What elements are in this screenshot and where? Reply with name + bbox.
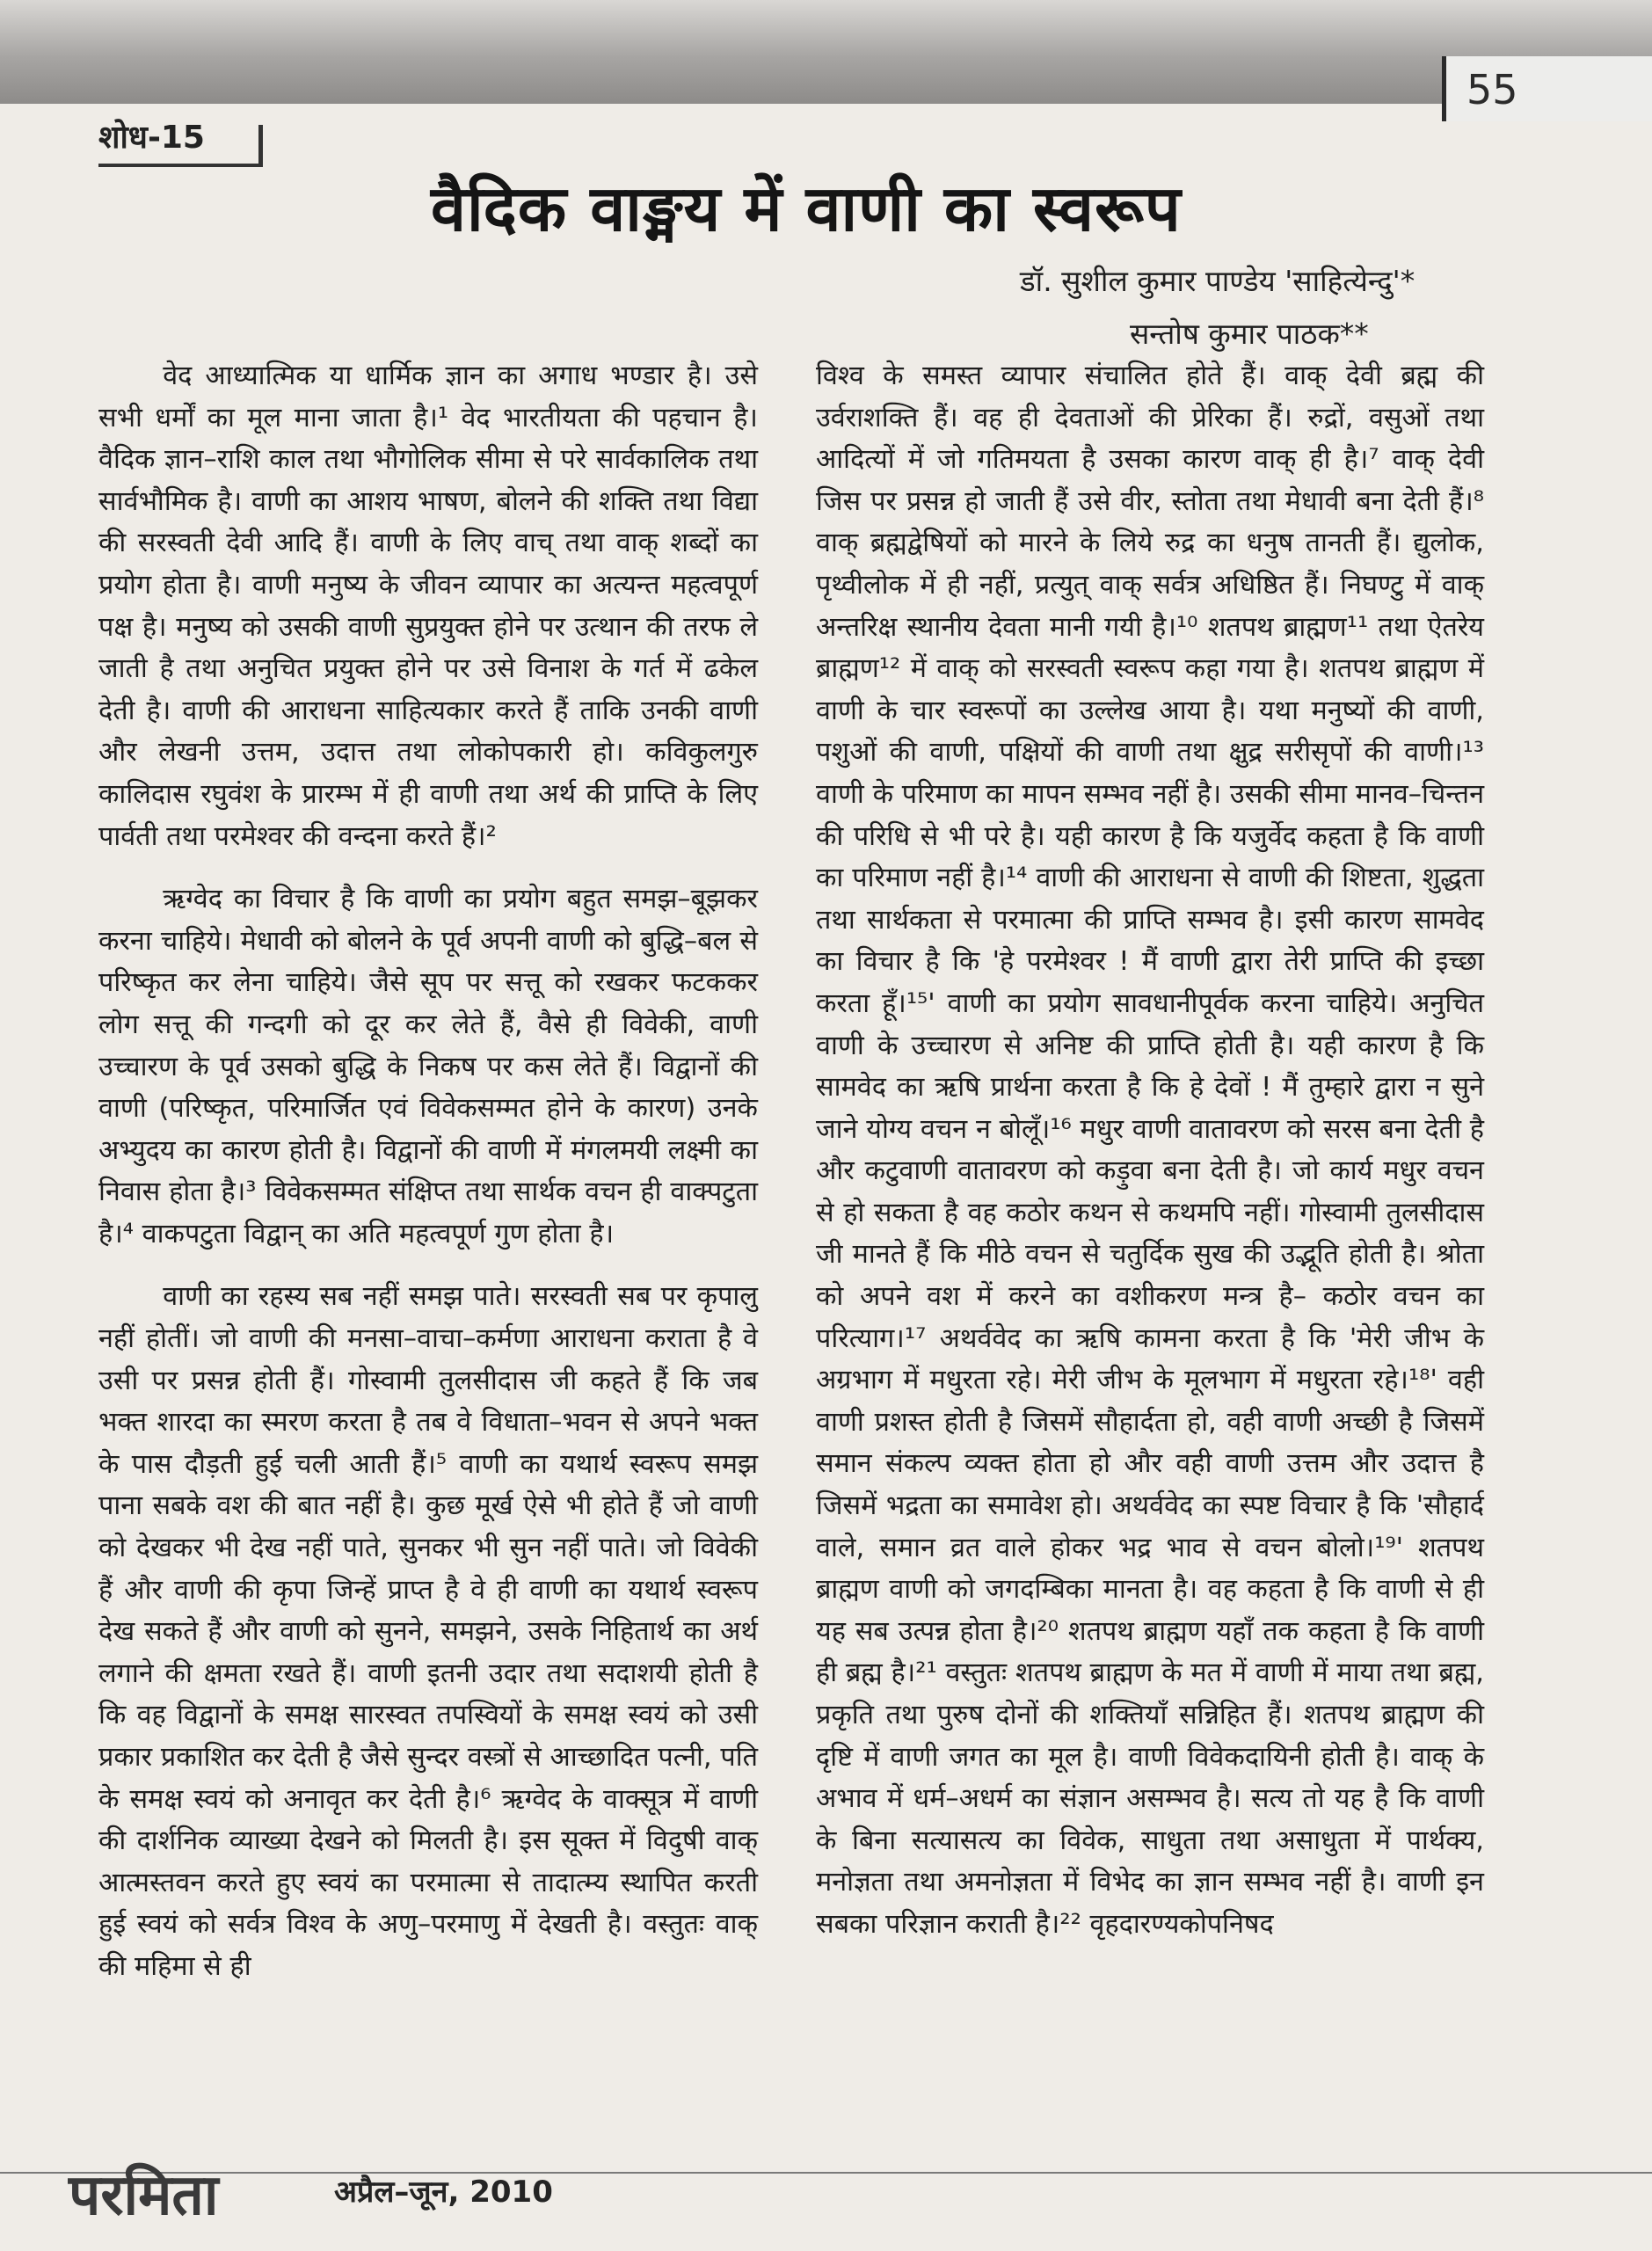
right-column [816, 355, 1484, 1946]
section-label: शोध-15 [98, 120, 205, 156]
author-primary: डॉ. सुशील कुमार पाण्डेय 'साहित्येन्दु'* [1020, 264, 1415, 298]
section-underline [98, 164, 258, 167]
left-paragraph: ऋग्वेद का विचार है कि वाणी का प्रयोग बहुत समझ–बूझकर करना चाहिये। मेधावी को बोलने के पूर्व अपनी वाणी को बुद्धि–बल से परिष्कृत कर लेना चाहिये। जैसे सूप पर सत्तू को रखकर फटककर लोग सत्तू की गन्दगी को दूर कर लेते हैं, वैसे ही विवेकी, वाणी उच्चारण के पूर्व उसको बुद्धि के निकष पर कस लेते हैं। विद्वानों की वाणी (परिष्कृत, परिमार्जित एवं विवेकसम्मत होने के कारण) उनके अभ्युदय का कारण होती है। विद्वानों की वाणी में मंगलमयी लक्ष्मी का निवास होता है।³ विवेकसम्मत संक्षिप्त तथा सार्थक वचन ही वाक्पटुता है।⁴ वाकपटुता विद्वान् का अति महत्वपूर्ण गुण होता है। [98, 884, 758, 1249]
article-title: वैदिक वाङ्मय में वाणी का स्वरूप [431, 171, 1182, 245]
page-number: 55 [1466, 66, 1518, 113]
magazine-logo: परमिता [69, 2163, 219, 2228]
left-paragraph: वेद आध्यात्मिक या धार्मिक ज्ञान का अगाध भण्डार है। उसे सभी धर्मों का मूल माना जाता है।¹ वेद भारतीयता की पहचान है। वैदिक ज्ञान–राशि काल तथा भौगोलिक सीमा से परे सार्वकालिक तथा सार्वभौमिक है। वाणी का आशय भाषण, बोलने की शक्ति तथा विद्या की सरस्वती देवी आदि हैं। वाणी के लिए वाच् तथा वाक् शब्दों का प्रयोग होता है। वाणी मनुष्य के जीवन व्यापार का अत्यन्त महत्वपूर्ण पक्ष है। मनुष्य को उसकी वाणी सुप्रयुक्त होने पर उत्थान की तरफ ले जाती है तथा अनुचित प्रयुक्त होने पर उसे विनाश के गर्त में ढकेल देती है। वाणी की आराधना साहित्यकार करते हैं ताकि उनकी वाणी और लेखनी उत्तम, उदात्त तथा लोकोपकारी हो। कविकुलगुरु कालिदास रघुवंश के प्रारम्भ में ही वाणी तथा अर्थ की प्राप्ति के लिए पार्वती तथा परमेश्वर की वन्दना करते हैं।² [98, 361, 758, 852]
left-paragraph: वाणी का रहस्य सब नहीं समझ पाते। सरस्वती सब पर कृपालु नहीं होतीं। जो वाणी की मनसा–वाचा–कर्मणा आराधना कराता है वे उसी पर प्रसन्न होती हैं। गोस्वामी तुलसीदास जी कहते हैं कि जब भक्त शारदा का स्मरण करता है तब वे विधाता–भवन से अपने भक्त के पास दौड़ती हुई चली आती हैं।⁵ वाणी का यथार्थ स्वरूप समझ पाना सबके वश की बात नहीं है। कुछ मूर्ख ऐसे भी होते हैं जो वाणी को देखकर भी देख नहीं पाते, सुनकर भी सुन नहीं पाते। जो विवेकी हैं और वाणी की कृपा जिन्हें प्राप्त है वे ही वाणी का यथार्थ स्वरूप देख सकते हैं और वाणी को सुनने, समझने, उसके निहितार्थ का अर्थ लगाने की क्षमता रखते हैं। वाणी इतनी उदार तथा सदाशयी होती है कि वह विद्वानों के समक्ष सारस्वत तपस्वियों के समक्ष स्वयं को उसी प्रकार प्रकाशित कर देती है जैसे सुन्दर वस्त्रों से आच्छादित पत्नी, पति के समक्ष स्वयं को अनावृत कर देती है।⁶ ऋग्वेद के वाक्सूत्र में वाणी की दार्शनिक व्याख्या देखने को मिलती है। इस सूक्त में विदुषी वाक् आत्मस्तवन करते हुए स्वयं का परमात्मा से तादात्म्य स्थापित करती हुई स्वयं को सर्वत्र विश्व के अणु–परमाणु में देखती है। वस्तुतः वाक् की महिमा से ही [98, 1281, 758, 1982]
footer-rule [0, 2172, 1652, 2174]
left-column [98, 355, 758, 1988]
author-secondary: सन्तोष कुमार पाठक** [1130, 317, 1369, 351]
right-paragraph: विश्व के समस्त व्यापार संचालित होते हैं। वाक् देवी ब्रह्म की उर्वराशक्ति हैं। वह ही देवताओं की प्रेरिका हैं। रुद्रों, वसुओं तथा आदित्यों में जो गतिमयता है उसका कारण वाक् ही है।⁷ वाक् देवी जिस पर प्रसन्न हो जाती हैं उसे वीर, स्तोता तथा मेधावी बना देती हैं।⁸ वाक् ब्रह्मद्वेषियों को मारने के लिये रुद्र का धनुष तानती हैं। द्युलोक, पृथ्वीलोक में ही नहीं, प्रत्युत् वाक् सर्वत्र अधिष्ठित हैं। निघण्टु में वाक् अन्तरिक्ष स्थानीय देवता मानी गयी है।¹⁰ शतपथ ब्राह्मण¹¹ तथा ऐतरेय ब्राह्मण¹² में वाक् को सरस्वती स्वरूप कहा गया है। शतपथ ब्राह्मण में वाणी के चार स्वरूपों का उल्लेख आया है। यथा मनुष्यों की वाणी, पशुओं की वाणी, पक्षियों की वाणी तथा क्षुद्र सरीसृपों की वाणी।¹³ वाणी के परिमाण का मापन सम्भव नहीं है। उसकी सीमा मानव–चिन्तन की परिधि से भी परे है। यही कारण है कि यजुर्वेद कहता है कि वाणी का परिमाण नहीं है।¹⁴ वाणी की आराधना से वाणी की शिष्टता, शुद्धता तथा सार्थकता से परमात्मा की प्राप्ति सम्भव है। इसी कारण सामवेद का विचार है कि 'हे परमेश्वर ! मैं वाणी द्वारा तेरी प्राप्ति की इच्छा करता हूँ।¹⁵' वाणी का प्रयोग सावधानीपूर्वक करना चाहिये। अनुचित वाणी के उच्चारण से अनिष्ट की प्राप्ति होती है। यही कारण है कि सामवेद का ऋषि प्रार्थना करता है कि हे देवों ! मैं तुम्हारे द्वारा न सुने जाने योग्य वचन न बोलूँ।¹⁶ मधुर वाणी वातावरण को सरस बना देती है और कटुवाणी वातावरण को कड़ुवा बना देती है। जो कार्य मधुर वचन से हो सकता है वह कठोर कथन से कथमपि नहीं। गोस्वामी तुलसीदास जी मानते हैं कि मीठे वचन से चतुर्दिक सुख की उद्भूति होती है। श्रोता को अपने वश में करने का वशीकरण मन्त्र है– कठोर वचन का परित्याग।¹⁷ अथर्ववेद का ऋषि कामना करता है कि 'मेरी जीभ के अग्रभाग में मधुरता रहे। मेरी जीभ के मूलभाग में मधुरता रहे।¹⁸' वही वाणी प्रशस्त होती है जिसमें सौहार्दता हो, वही वाणी अच्छी है जिसमें समान संकल्प व्यक्त होता हो और वही वाणी उत्तम और उदात्त है जिसमें भद्रता का समावेश हो। अथर्ववेद का स्पष्ट विचार है कि 'सौहार्द वाले, समान व्रत वाले होकर भद्र भाव से वचन बोलो।¹⁹' शतपथ ब्राह्मण वाणी को जगदम्बिका मानता है। वह कहता है कि वाणी से ही यह सब उत्पन्न होता है।²⁰ शतपथ ब्राह्मण यहाँ तक कहता है कि वाणी ही ब्रह्म है।²¹ वस्तुतः शतपथ ब्राह्मण के मत में वाणी में माया तथा ब्रह्म, प्रकृति तथा पुरुष दोनों की शक्तियाँ सन्निहित हैं। शतपथ ब्राह्मण की दृष्टि में वाणी जगत का मूल है। वाणी विवेकदायिनी होती है। वाक् के अभाव में धर्म–अधर्म का संज्ञान असम्भव है। सत्य तो यह है कि वाणी के बिना सत्यासत्य का विवेक, साधुता तथा असाधुता में पार्थक्य, मनोज्ञता तथा अमनोज्ञता में विभेद का ज्ञान सम्भव नहीं है। वाणी इन सबका परिज्ञान कराती है।²² वृहदारण्यकोपनिषद [816, 361, 1484, 1940]
section-divider [258, 125, 263, 167]
header-band [0, 0, 1652, 104]
issue-date: अप्रैल–जून, 2010 [334, 2175, 553, 2210]
